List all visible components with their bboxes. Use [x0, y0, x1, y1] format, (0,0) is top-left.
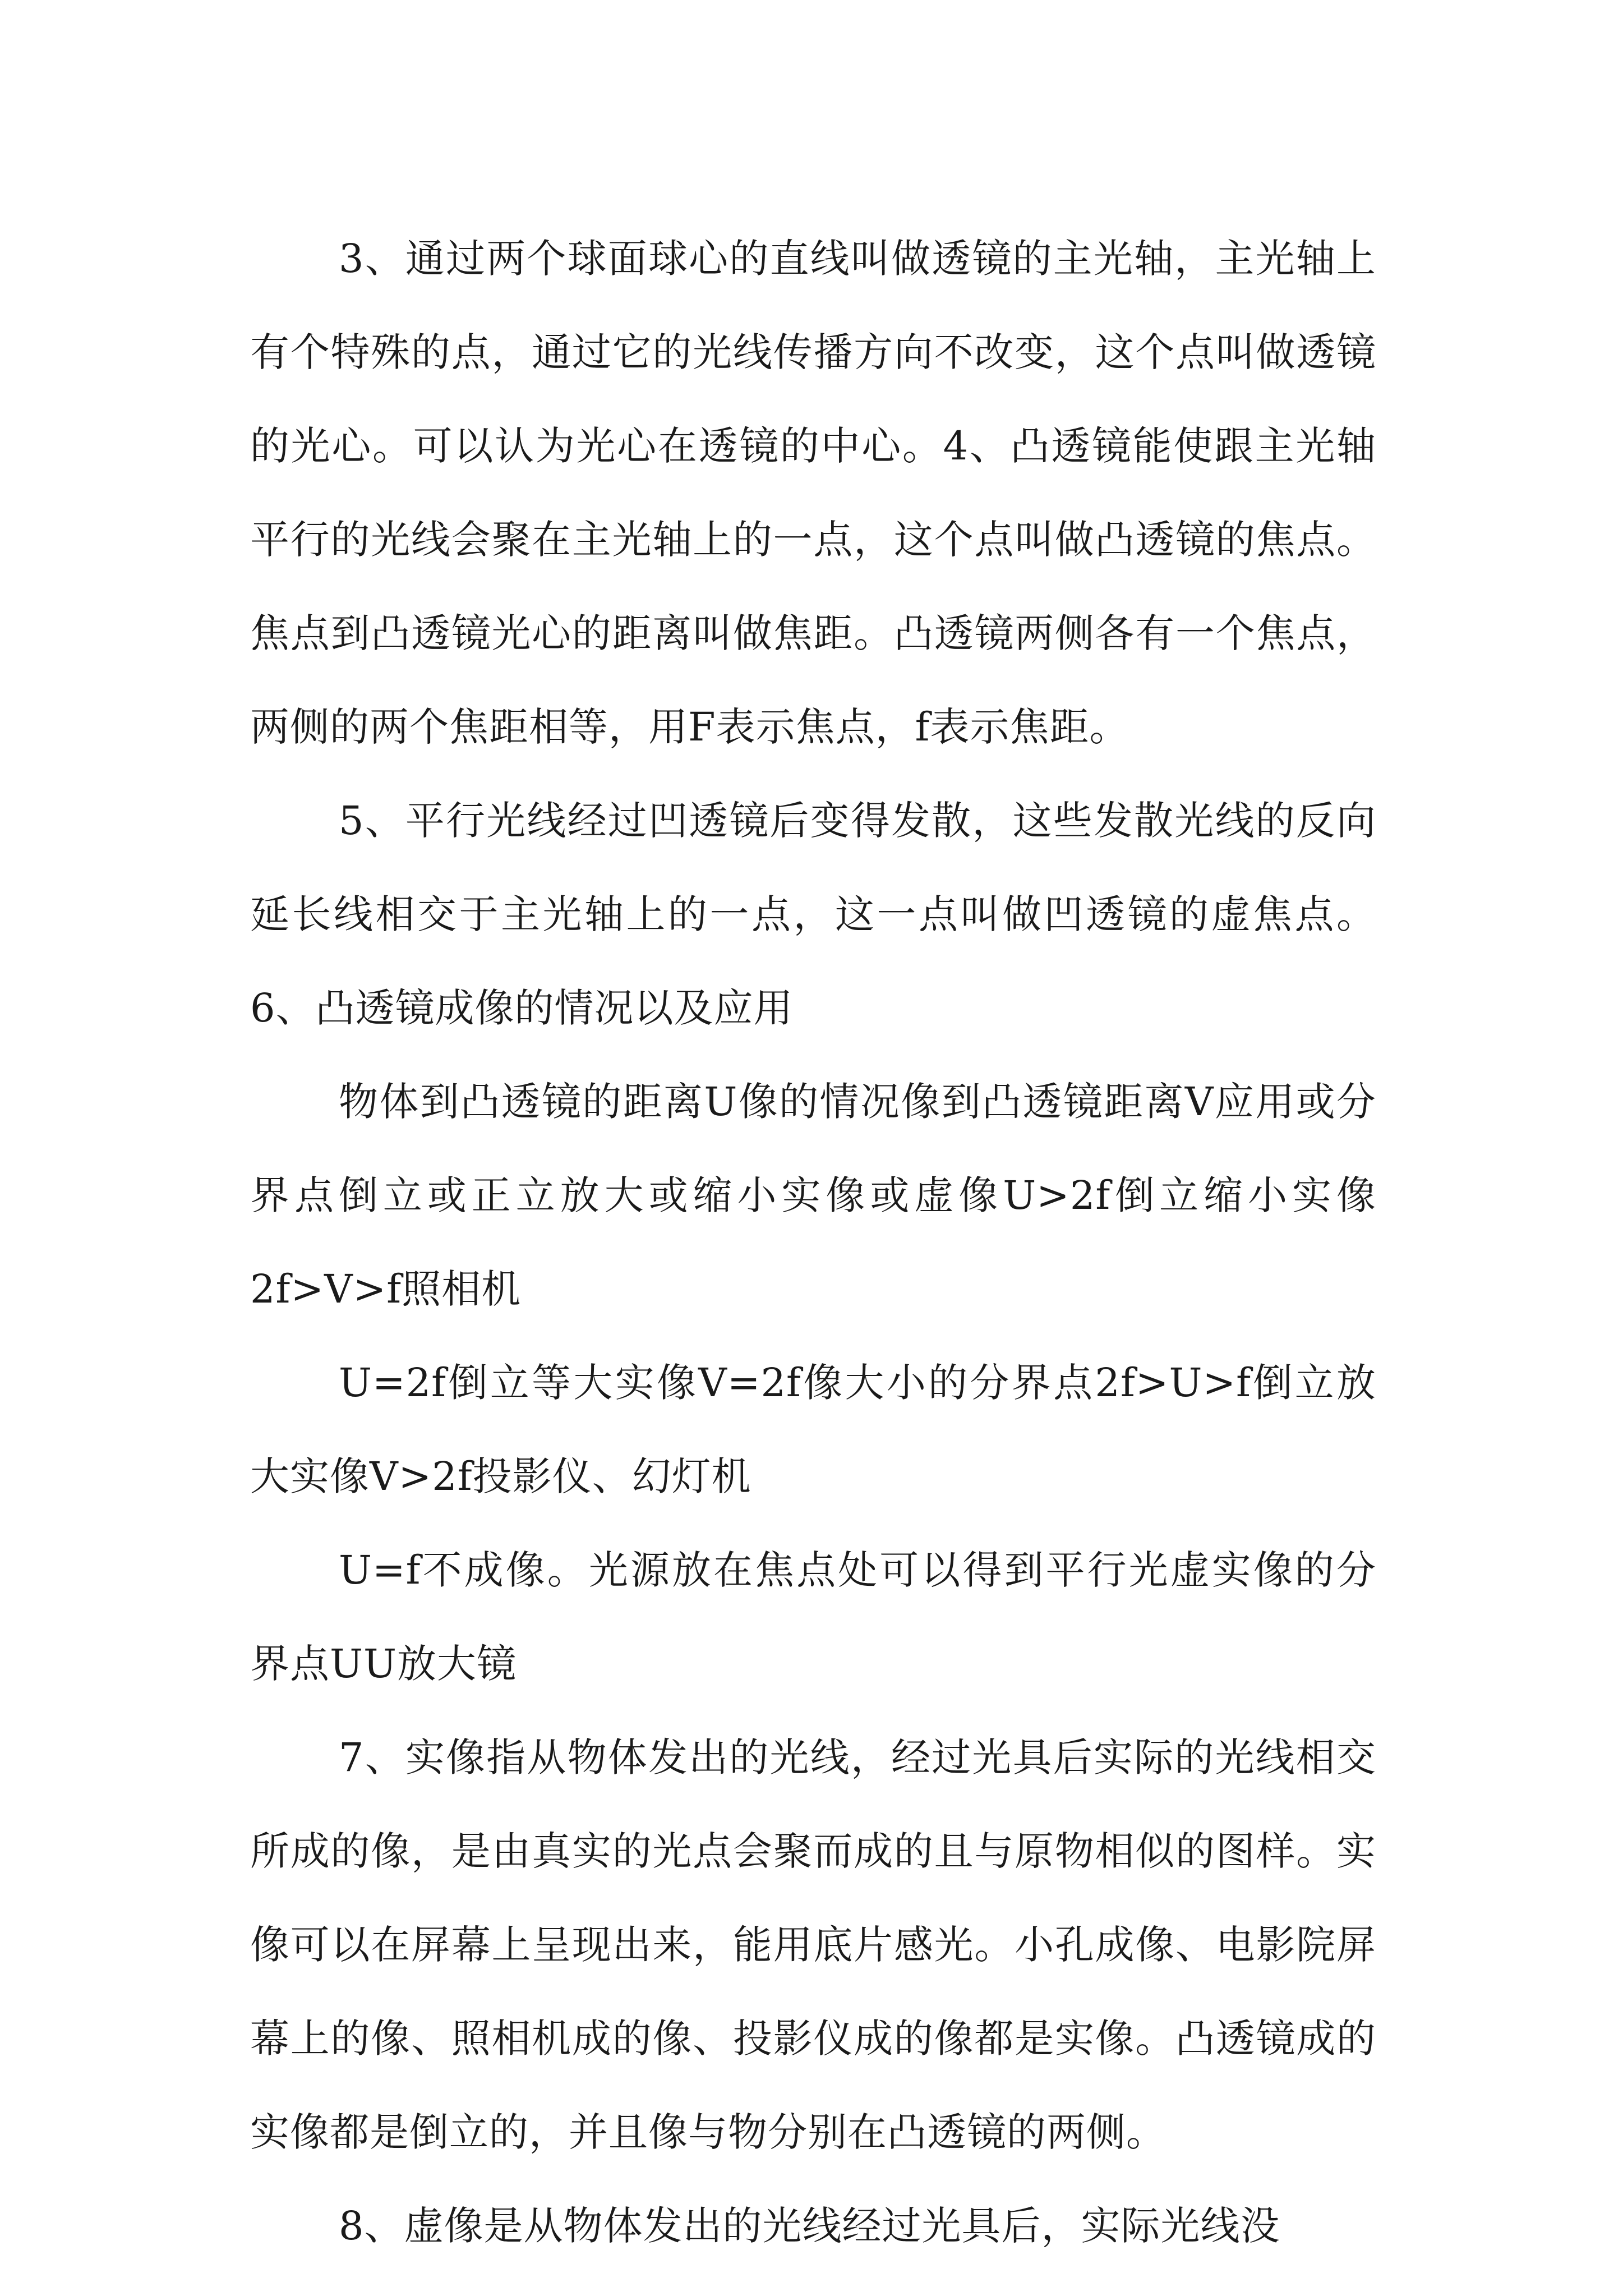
paragraph-imaging-table-row-2: U=2f倒立等大实像V=2f像大小的分界点2f>U>f倒立放大实像V>2f投影仪、幻灯机 — [250, 1360, 1376, 1499]
document-page — [250, 212, 1376, 2273]
paragraph-real-image: 7、实像指从物体发出的光线，经过光具后实际的光线相交所成的像，是由真实的光点会聚而成的且与原物相似的图样。实像可以在屏幕上呈现出来，能用底片感光。小孔成像、电影院屏幕上的像、照相机成的像、投影仪成的像都是实像。凸透镜成的实像都是倒立的，并且像与物分别在凸透镜的两侧。 — [250, 1734, 1376, 2155]
paragraph-concave-lens-virtual-focus: 5、平行光线经过凹透镜后变得发散，这些发散光线的反向延长线相交于主光轴上的一点，这一点叫做凹透镜的虚焦点。6、凸透镜成像的情况以及应用 — [250, 798, 1376, 1031]
paragraph-lens-axis-and-focus: 3、通过两个球面球心的直线叫做透镜的主光轴，主光轴上有个特殊的点，通过它的光线传播方向不改变，这个点叫做透镜的光心。可以认为光心在透镜的中心。4、凸透镜能使跟主光轴平行的光线会聚在主光轴上的一点，这个点叫做凸透镜的焦点。焦点到凸透镜光心的距离叫做焦距。凸透镜两侧各有一个焦点，两侧的两个焦距相等，用F表示焦点，f表示焦距。 — [250, 236, 1376, 750]
paragraph-virtual-image: 8、虚像是从物体发出的光线经过光具后，实际光线没 — [339, 2203, 1280, 2249]
paragraph-imaging-table-row-1: 物体到凸透镜的距离U像的情况像到凸透镜距离V应用或分界点倒立或正立放大或缩小实像或虚像U>2f倒立缩小实像2f>V>f照相机 — [250, 1079, 1376, 1312]
paragraph-imaging-table-row-3: U=f不成像。光源放在焦点处可以得到平行光虚实像的分界点UU放大镜 — [250, 1547, 1376, 1687]
